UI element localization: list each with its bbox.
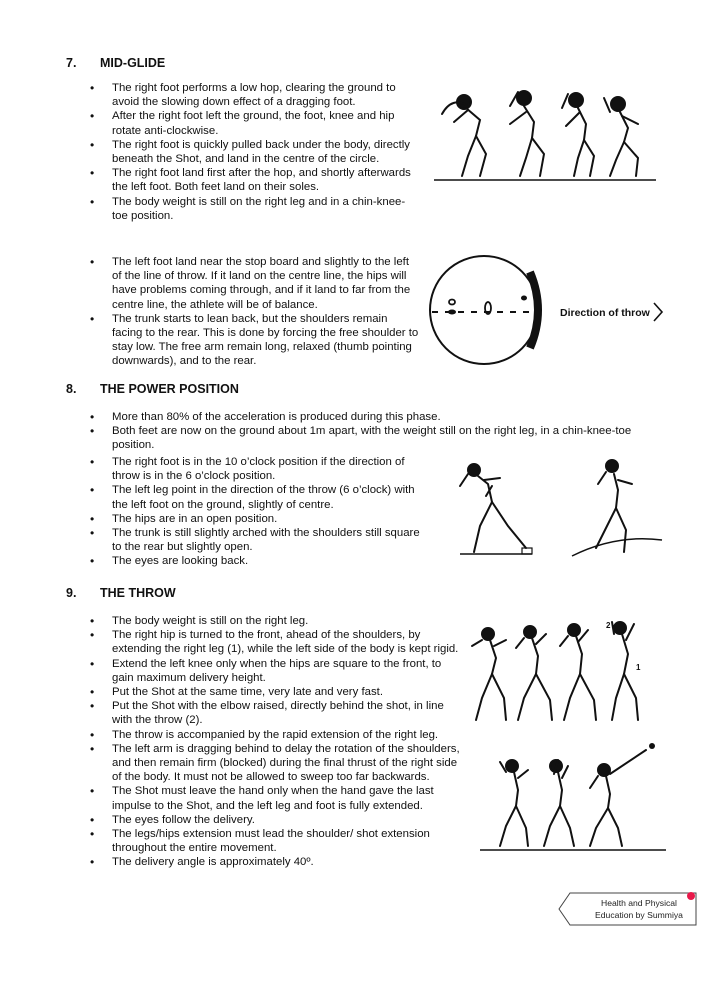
list-item: • The hips are in an open position. <box>90 512 430 526</box>
list-item: • The left leg point in the direction of the throw (6 o’clock) with the left foot on the ground, slightly of centre. <box>90 483 430 511</box>
arrow-right-icon <box>654 303 662 321</box>
throw-marker-1: 1 <box>636 663 641 672</box>
list-item: • More than 80% of the acceleration is produced during this phase. <box>90 410 650 424</box>
power-position-figure <box>456 456 666 566</box>
footprint-icon <box>449 300 455 305</box>
stop-board <box>530 272 538 348</box>
list-item: • Put the Shot with the elbow raised, directly behind the shot, in line with the throw (2). <box>90 699 460 727</box>
list-item: • The eyes are looking back. <box>90 554 430 568</box>
footer-line-2: Education by Summiya <box>595 910 683 920</box>
footprint-icon <box>521 296 527 301</box>
list-item: • Put the Shot at the same time, very late and very fast. <box>90 685 460 699</box>
power-position-bullets <box>90 455 430 569</box>
footer-label <box>580 897 698 921</box>
section-8-heading <box>66 382 239 396</box>
list-item: • The trunk starts to lean back, but the shoulders remain facing to the rear. This is done by forcing the free shoulder to stay low. The free arm remain long, relaxed (thumb pointing downwards), and to the rear. <box>90 312 420 369</box>
list-item: • The right foot is quickly pulled back under the body, directly beneath the Shot, and land in the centre of the circle. <box>90 138 420 166</box>
list-item: • The throw is accompanied by the rapid extension of the right leg. <box>90 728 460 742</box>
section-title: THE POWER POSITION <box>100 382 239 396</box>
section-title: THE THROW <box>100 586 176 600</box>
throwing-circle-diagram <box>430 252 680 368</box>
list-item: • The eyes follow the delivery. <box>90 813 460 827</box>
list-item: • Extend the left knee only when the hips are square to the front, to gain maximum delivery height. <box>90 657 460 685</box>
shot-ball-icon <box>649 743 655 749</box>
section-7-heading <box>66 56 165 70</box>
list-item: • The body weight is still on the right leg. <box>90 614 460 628</box>
list-item: • The left arm is dragging behind to delay the rotation of the shoulders, and then remain firm (blocked) during the final thrust of the right side of the body. It must not be allowed to sweep too far backwards. <box>90 742 460 785</box>
throwing-circle <box>430 256 538 364</box>
list-item: • The left foot land near the stop board and slightly to the left of the line of throw. If it land on the centre line, the hips will have problems coming through, and if it land to far from the centre line, the athlete will be of balance. <box>90 255 420 312</box>
section-title: MID-GLIDE <box>100 56 166 70</box>
list-item: • The trunk is still slightly arched with the shoulders still square to the rear but slightly open. <box>90 526 430 554</box>
list-item: • The right foot is in the 10 o’clock position if the direction of throw is in the 6 o’clock position. <box>90 455 430 483</box>
mid-glide-bullets-a <box>90 81 420 223</box>
list-item: • The Shot must leave the hand only when the hand gave the last impulse to the Shot, and the left leg and foot is fully extended. <box>90 784 460 812</box>
throw-sequence-upper-figure <box>466 618 666 728</box>
mid-glide-bullets-b <box>90 255 420 369</box>
section-number: 7. <box>66 56 77 70</box>
power-position-bullets-wide <box>90 410 650 453</box>
section-number: 8. <box>66 382 77 396</box>
footprint-icon <box>448 310 456 315</box>
list-item: • The right hip is turned to the front, ahead of the shoulders, by extending the right leg (1), while the left side of the body is kept rigid. <box>90 628 460 656</box>
list-item: • The right foot performs a low hop, clearing the ground to avoid the slowing down effect of a dragging foot. <box>90 81 420 109</box>
throw-marker-2: 2 <box>606 621 611 630</box>
list-item: • The delivery angle is approximately 40º. <box>90 855 460 869</box>
section-9-heading <box>66 586 176 600</box>
list-item: • After the right foot left the ground, the foot, knee and hip rotate anti-clockwise. <box>90 109 420 137</box>
throw-bullets <box>90 614 460 870</box>
list-item: • The body weight is still on the right leg and in a chin-knee-toe position. <box>90 195 420 223</box>
list-item: • The legs/hips extension must lead the shoulder/ shot extension throughout the entire movement. <box>90 827 460 855</box>
list-item: • The right foot land first after the hop, and shortly afterwards the left foot. Both feet land on their soles. <box>90 166 420 194</box>
throw-sequence-lower-figure <box>470 740 670 856</box>
mid-glide-figure <box>428 84 660 184</box>
section-number: 9. <box>66 586 77 600</box>
list-item: • Both feet are now on the ground about 1m apart, with the weight still on the right leg, in a chin-knee-toe position. <box>90 424 650 452</box>
footer-line-1: Health and Physical <box>601 898 677 908</box>
direction-label: Direction of throw <box>560 307 650 319</box>
